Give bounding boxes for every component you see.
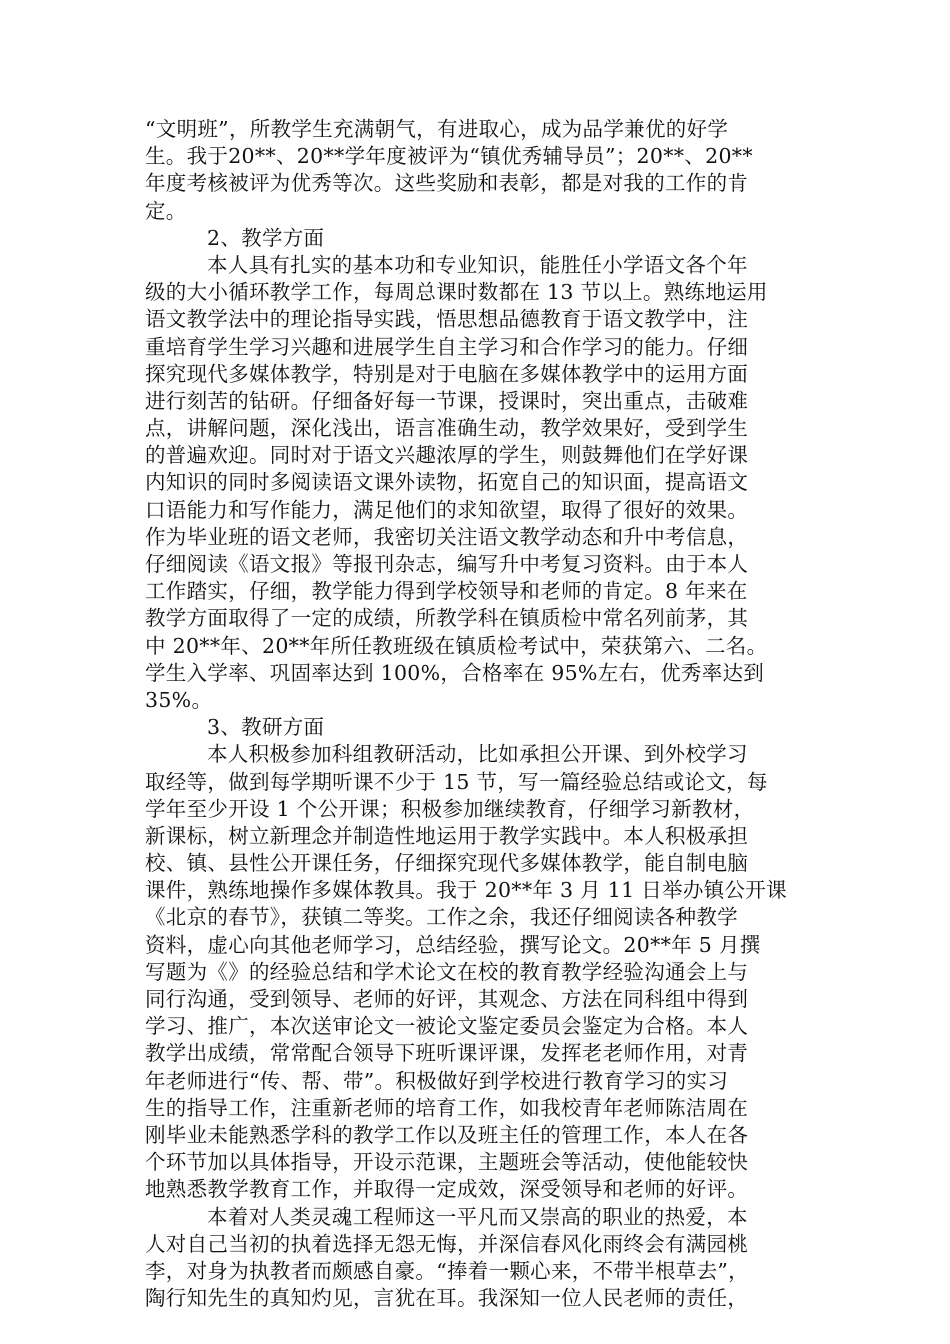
text-line: 进行刻苦的钻研。仔细备好每一节课，授课时，突出重点，击破难 xyxy=(145,388,749,413)
text-line: 工作踏实，仔细，教学能力得到学校领导和老师的肯定。8 年来在 xyxy=(145,579,748,604)
text-line: 校、镇、县性公开课任务，仔细探究现代多媒体教学，能自制电脑 xyxy=(145,851,749,876)
text-line: 资料，虚心向其他老师学习，总结经验，撰写论文。20**年 5 月撰 xyxy=(145,932,761,957)
paragraph-start-line: 本人积极参加科组教研活动，比如承担公开课、到外校学习 xyxy=(207,742,748,767)
text-line: 的普遍欢迎。同时对于语文兴趣浓厚的学生，则鼓舞他们在学好课 xyxy=(145,443,749,468)
text-line: 刚毕业未能熟悉学科的教学工作以及班主任的管理工作，本人在各 xyxy=(145,1122,749,1147)
text-line: 教学出成绩，常常配合领导下班听课评课，发挥老老师作用，对青 xyxy=(145,1041,749,1066)
text-line: 写题为《》的经验总结和学术论文在校的教育教学经验沟通会上与 xyxy=(145,959,749,984)
paragraph-start-line: 2、教学方面 xyxy=(207,225,325,250)
text-line: 同行沟通，受到领导、老师的好评，其观念、方法在同科组中得到 xyxy=(145,987,749,1011)
text-line: 学年至少开设 1 个公开课；积极参加继续教育，仔细学习新教材， xyxy=(145,796,755,821)
text-line: 生的指导工作，注重新老师的培育工作，如我校青年老师陈洁周在 xyxy=(145,1095,749,1120)
text-line: 年老师进行“传、帮、带”。积极做好到学校进行教育学习的实习 xyxy=(145,1068,729,1093)
text-line: 语文教学法中的理论指导实践，悟思想品德教育于语文教学中，注 xyxy=(145,307,749,332)
text-line: 年度考核被评为优秀等次。这些奖励和表彰，都是对我的工作的肯 xyxy=(145,171,749,196)
text-line: 定。 xyxy=(145,198,187,223)
text-line: 学习、推广，本次送审论文一被论文鉴定委员会鉴定为合格。本人 xyxy=(145,1014,749,1039)
text-line: 中 20**年、20**年所任教班级在镇质检考试中，荣获第六、二名。 xyxy=(145,633,768,658)
text-line: 人对自己当初的执着选择无怨无悔，并深信春风化雨终会有满园桃 xyxy=(145,1231,749,1256)
text-line: 级的大小循环教学工作，每周总课时数都在 13 节以上。熟练地运用 xyxy=(145,280,768,305)
text-line: 陶行知先生的真知灼见，言犹在耳。我深知一位人民老师的责任， xyxy=(145,1286,749,1311)
text-line: 重培育学生学习兴趣和进展学生自主学习和合作学习的能力。仔细 xyxy=(145,334,749,359)
text-line: 学生入学率、巩固率达到 100%，合格率在 95%左右，优秀率达到 xyxy=(145,660,765,685)
text-line: 探究现代多媒体教学，特别是对于电脑在多媒体教学中的运用方面 xyxy=(145,361,749,386)
text-line: 个环节加以具体指导，开设示范课，主题班会等活动，使他能较快 xyxy=(145,1150,749,1175)
text-line: “文明班”，所教学生充满朝气，有进取心，成为品学兼优的好学 xyxy=(145,117,729,141)
text-line: 李，对身为执教者而颇感自豪。“捧着一颗心来，不带半根草去”， xyxy=(145,1258,749,1283)
text-line: 新课标，树立新理念并制造性地运用于教学实践中。本人积极承担 xyxy=(145,823,749,848)
text-line: 内知识的同时多阅读语文课外读物，拓宽自己的知识面，提高语文 xyxy=(145,470,749,495)
text-line: 口语能力和写作能力，满足他们的求知欲望，取得了很好的效果。 xyxy=(145,497,749,522)
document-page xyxy=(145,116,810,1312)
text-line: 课件，熟练地操作多媒体教具。我于 20**年 3 月 11 日举办镇公开课 xyxy=(145,878,787,903)
text-line: 生。我于20**、20**学年度被评为“镇优秀辅导员”；20**、20** xyxy=(145,144,753,169)
paragraph-start-line: 3、教研方面 xyxy=(207,715,325,740)
text-line: 地熟悉教学教育工作，并取得一定成效，深受领导和老师的好评。 xyxy=(145,1177,749,1202)
paragraph-start-line: 本着对人类灵魂工程师这一平凡而又崇高的职业的热爱，本 xyxy=(207,1204,748,1229)
text-line: 教学方面取得了一定的成绩，所教学科在镇质检中常名列前茅，其 xyxy=(145,606,749,631)
text-line: 作为毕业班的语文老师，我密切关注语文教学动态和升中考信息， xyxy=(145,524,749,549)
text-line: 35%。 xyxy=(145,687,213,712)
text-line: 《北京的春节》，获镇二等奖。工作之余，我还仔细阅读各种教学 xyxy=(145,905,738,930)
text-line: 点，讲解问题，深化浅出，语言准确生动，教学效果好，受到学生 xyxy=(145,416,749,441)
text-line: 仔细阅读《语文报》等报刊杂志，编写升中考复习资料。由于本人 xyxy=(145,552,749,576)
paragraph-start-line: 本人具有扎实的基本功和专业知识，能胜任小学语文各个年 xyxy=(207,252,748,277)
text-line: 取经等，做到每学期听课不少于 15 节，写一篇经验总结或论文，每 xyxy=(145,769,768,794)
